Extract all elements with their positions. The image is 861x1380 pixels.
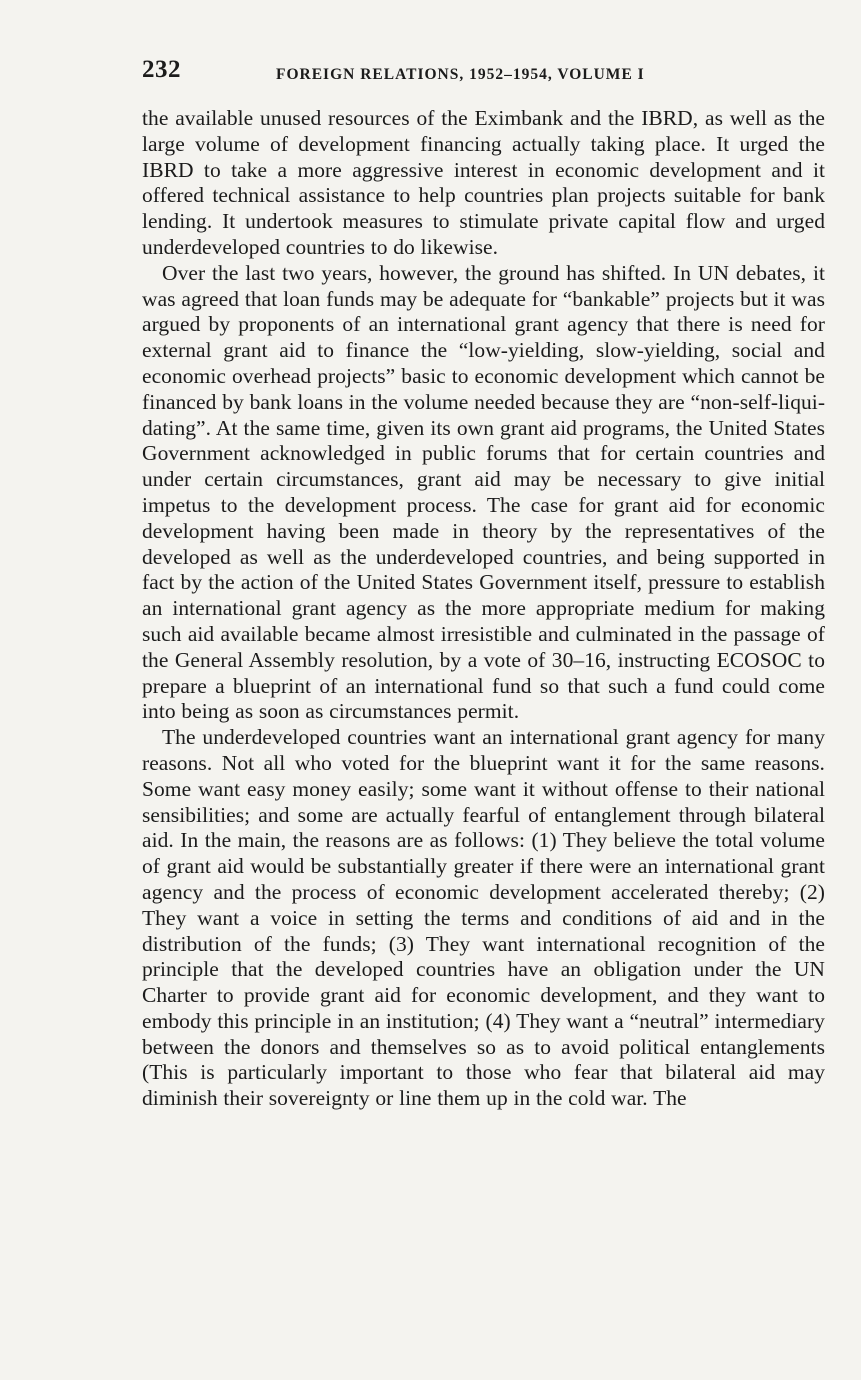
paragraph-ground-shifted: Over the last two years, however, the ground has shifted. In UN debates, it was agreed that loan funds may be adequate for “bankable” projects but it was argued by proponents of an international grant agency that there is need for external grant aid to finance the “low-yielding, slow-yielding, social and economic overhead projects” basic to economic development which cannot be financed by bank loans in the volume needed because they are “non-self-liquidating”. At the same time, given its own grant aid programs, the United States Government acknowledged in public forums that for certain countries and under certain circumstances, grant aid may be necessary to give initial impetus to the development process. The case for grant aid for economic development having been made in theory by the representatives of the developed as well as the underdeveloped countries, and being supported in fact by the action of the United States Government itself, pressure to establish an international grant agency as the more appropriate medium for making such aid available became almost irresistible and culminated in the passage of the General Assembly resolution, by a vote of 30–16, instructing ECOSOC to prepare a blueprint of an international fund so that such a fund could come into being as soon as circumstances permit. — [142, 260, 825, 724]
paragraph-continuation: the available unused resources of the Eximbank and the IBRD, as well as the large volume of development financing actually taking place. It urged the IBRD to take a more aggressive interest in economic development and it offered technical assistance to help countries plan projects suitable for bank lending. It undertook measures to stimulate private capital flow and urged underdeveloped countries to do likewise. — [142, 106, 825, 259]
paragraph-underdeveloped-reasons: The underdeveloped countries want an international grant agency for many reasons. Not all who voted for the blueprint want it for the same reasons. Some want easy money easily; some want it without offense to their national sensibilities; and some are actually fearful of entanglement through bilateral aid. In the main, the reasons are as follows: (1) They believe the total volume of grant aid would be substantially greater if there were an international grant agency and the process of economic development accelerated thereby; (2) They want a voice in setting the terms and conditions of aid and in the distribution of the funds; (3) They want international recognition of the principle that the developed countries have an obligation under the UN Charter to provide grant aid for economic development, and they want to embody this principle in an institution; (4) They want a “neutral” intermediary between the donors and themselves so as to avoid political entanglements (This is particularly important to those who fear that bilateral aid may diminish their sovereignty or line them up in the cold war. The — [142, 725, 825, 1111]
body-text — [142, 106, 825, 1112]
page-number: 232 — [142, 56, 181, 83]
running-title: FOREIGN RELATIONS, 1952–1954, VOLUME I — [276, 66, 645, 83]
page-header — [142, 56, 832, 88]
